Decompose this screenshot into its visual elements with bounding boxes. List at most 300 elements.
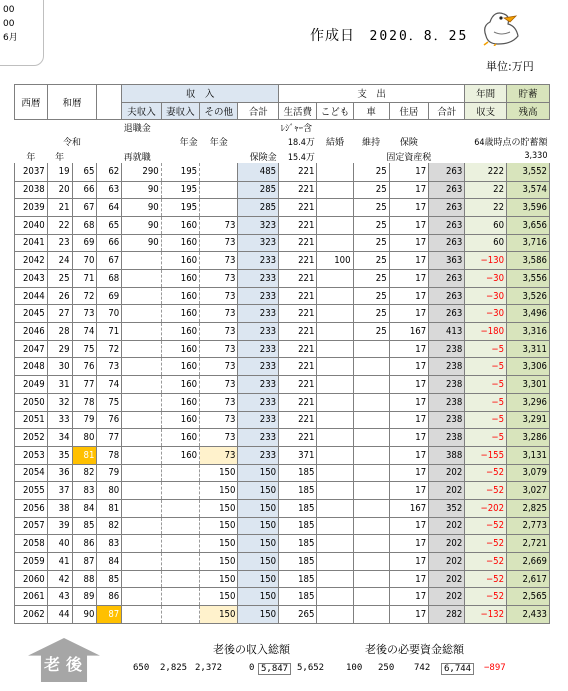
- cell-husband: [122, 252, 162, 270]
- cell-savings-balance: 3,496: [507, 305, 550, 323]
- cell-seireki: 2049: [15, 376, 48, 394]
- cell-annual-balance: −30: [465, 270, 507, 288]
- note-reiwa: 令和: [63, 138, 82, 149]
- col-income: 収 入: [122, 85, 279, 103]
- cell-living: 185: [279, 535, 317, 553]
- cell-income-total: 233: [238, 270, 279, 288]
- cell-car: [353, 535, 389, 553]
- total-value: 250: [378, 663, 395, 673]
- cell-car: 25: [353, 270, 389, 288]
- cell-other: 150: [200, 499, 238, 517]
- cell-savings-balance: 3,596: [507, 199, 550, 217]
- cell-husband: [122, 588, 162, 606]
- cell-wareki-2: 90: [72, 606, 97, 624]
- cell-children: [317, 163, 353, 181]
- cell-wareki-1: 38: [47, 499, 72, 517]
- cell-wareki-3: 65: [97, 216, 122, 234]
- cell-housing: 17: [389, 305, 429, 323]
- cell-seireki: 2048: [15, 358, 48, 376]
- cell-husband: [122, 570, 162, 588]
- cell-children: [317, 234, 353, 252]
- cropped-side-panel: [0, 0, 44, 66]
- cell-expense-total: 238: [429, 358, 465, 376]
- cell-expense-total: 202: [429, 535, 465, 553]
- cell-wareki-1: 42: [47, 570, 72, 588]
- cell-savings-balance: 3,526: [507, 287, 550, 305]
- cell-living: 221: [279, 163, 317, 181]
- cell-annual-balance: −52: [465, 535, 507, 553]
- cell-other: 150: [200, 464, 238, 482]
- total-value: 650: [133, 663, 150, 673]
- note-fixed-tax: 固定資産税: [386, 152, 432, 163]
- cell-husband: [122, 535, 162, 553]
- cell-car: 25: [353, 199, 389, 217]
- cell-seireki: 2038: [15, 181, 48, 199]
- table-row: [15, 429, 550, 447]
- cell-annual-balance: −5: [465, 393, 507, 411]
- cell-wareki-3: 72: [97, 340, 122, 358]
- table-row: [15, 234, 550, 252]
- cell-husband: 90: [122, 199, 162, 217]
- cell-income-total: 233: [238, 340, 279, 358]
- cell-other: 150: [200, 606, 238, 624]
- cell-income-total: 233: [238, 358, 279, 376]
- cell-seireki: 2046: [15, 323, 48, 341]
- cell-wareki-2: 75: [72, 340, 97, 358]
- cell-housing: 17: [389, 553, 429, 571]
- cell-living: 221: [279, 411, 317, 429]
- cell-housing: 17: [389, 429, 429, 447]
- cell-savings-balance: 2,433: [507, 606, 550, 624]
- cell-other: 150: [200, 482, 238, 500]
- cell-wife: 160: [161, 234, 199, 252]
- cell-other: 73: [200, 376, 238, 394]
- cell-expense-total: 202: [429, 570, 465, 588]
- cell-other: 150: [200, 588, 238, 606]
- cell-wareki-3: 76: [97, 411, 122, 429]
- cell-husband: [122, 270, 162, 288]
- note-age64: 64歳時点の貯蓄額: [474, 138, 548, 149]
- cell-wareki-3: 81: [97, 499, 122, 517]
- cell-wareki-1: 26: [47, 287, 72, 305]
- cell-car: [353, 376, 389, 394]
- cell-seireki: 2060: [15, 570, 48, 588]
- cashflow-table: [14, 84, 550, 624]
- cell-wareki-1: 40: [47, 535, 72, 553]
- cell-wife: 160: [161, 429, 199, 447]
- cell-seireki: 2054: [15, 464, 48, 482]
- cell-car: 25: [353, 305, 389, 323]
- cell-wareki-3: 82: [97, 517, 122, 535]
- cell-income-total: 150: [238, 464, 279, 482]
- table-row: [15, 163, 550, 181]
- note-marriage: 結婚: [325, 138, 344, 149]
- cell-living: 221: [279, 270, 317, 288]
- cell-wife: [161, 517, 199, 535]
- cell-other: [200, 199, 238, 217]
- cell-wareki-3: 87: [97, 606, 122, 624]
- table-row: [15, 358, 550, 376]
- total-value: 100: [346, 663, 363, 673]
- table-row: [15, 499, 550, 517]
- cell-husband: [122, 358, 162, 376]
- cell-living: 185: [279, 570, 317, 588]
- col-balance: 収支: [465, 102, 507, 120]
- cell-wareki-2: 89: [72, 588, 97, 606]
- cell-car: [353, 358, 389, 376]
- cell-wareki-2: 65: [72, 163, 97, 181]
- cell-children: [317, 517, 353, 535]
- cell-expense-total: 413: [429, 323, 465, 341]
- cell-expense-total: 202: [429, 464, 465, 482]
- fragment-line: 6月: [3, 33, 18, 43]
- cell-wareki-2: 71: [72, 270, 97, 288]
- table-row: [15, 305, 550, 323]
- cell-wife: [161, 553, 199, 571]
- cell-other: [200, 181, 238, 199]
- cell-other: 150: [200, 570, 238, 588]
- cell-wareki-1: 39: [47, 517, 72, 535]
- cell-husband: [122, 517, 162, 535]
- cell-income-total: 233: [238, 305, 279, 323]
- cell-wareki-3: 78: [97, 446, 122, 464]
- table-row: [15, 553, 550, 571]
- cell-children: [317, 358, 353, 376]
- cell-wife: [161, 570, 199, 588]
- cell-wareki-3: 79: [97, 464, 122, 482]
- cell-wareki-2: 69: [72, 234, 97, 252]
- cell-other: 73: [200, 393, 238, 411]
- table-row: [15, 252, 550, 270]
- cell-living: 185: [279, 499, 317, 517]
- cell-income-total: 150: [238, 588, 279, 606]
- cell-annual-balance: −5: [465, 376, 507, 394]
- cell-income-total: 150: [238, 517, 279, 535]
- cell-other: 73: [200, 270, 238, 288]
- cell-wife: [161, 482, 199, 500]
- cell-income-total: 150: [238, 570, 279, 588]
- cell-children: [317, 270, 353, 288]
- cell-wareki-3: 71: [97, 323, 122, 341]
- cell-children: [317, 446, 353, 464]
- cell-savings-balance: 2,773: [507, 517, 550, 535]
- cell-seireki: 2043: [15, 270, 48, 288]
- cell-wife: 160: [161, 446, 199, 464]
- cell-car: 25: [353, 252, 389, 270]
- cell-expense-total: 238: [429, 376, 465, 394]
- cell-other: 73: [200, 287, 238, 305]
- cell-wareki-3: 73: [97, 358, 122, 376]
- note-maint: 維持: [362, 138, 381, 149]
- cell-wife: 195: [161, 163, 199, 181]
- cell-children: [317, 606, 353, 624]
- cell-savings-balance: 3,552: [507, 163, 550, 181]
- cell-savings-balance: 2,617: [507, 570, 550, 588]
- cell-wareki-3: 66: [97, 234, 122, 252]
- retirement-arrow: [20, 638, 108, 682]
- cell-wareki-2: 79: [72, 411, 97, 429]
- cell-housing: 17: [389, 517, 429, 535]
- cell-wareki-3: 84: [97, 553, 122, 571]
- cell-wareki-1: 37: [47, 482, 72, 500]
- cell-wife: [161, 535, 199, 553]
- cell-seireki: 2053: [15, 446, 48, 464]
- cell-wareki-2: 78: [72, 393, 97, 411]
- cell-income-total: 323: [238, 216, 279, 234]
- cell-living: 221: [279, 323, 317, 341]
- cell-children: [317, 323, 353, 341]
- cell-wife: 195: [161, 181, 199, 199]
- cell-savings-balance: 3,027: [507, 482, 550, 500]
- cell-savings-balance: 3,291: [507, 411, 550, 429]
- col-wareki: 和暦: [47, 85, 97, 120]
- cell-car: [353, 411, 389, 429]
- table-row: [15, 376, 550, 394]
- cell-wareki-1: 29: [47, 340, 72, 358]
- cell-annual-balance: −180: [465, 323, 507, 341]
- cell-wife: [161, 499, 199, 517]
- need-total-value: 6,744: [441, 663, 474, 675]
- cell-housing: 17: [389, 464, 429, 482]
- note-living-amt2: 15.4万: [287, 152, 315, 163]
- cell-children: [317, 287, 353, 305]
- cell-car: [353, 553, 389, 571]
- cell-expense-total: 263: [429, 287, 465, 305]
- cell-living: 221: [279, 181, 317, 199]
- cell-wareki-2: 70: [72, 252, 97, 270]
- cell-husband: [122, 499, 162, 517]
- cell-seireki: 2050: [15, 393, 48, 411]
- cell-children: [317, 181, 353, 199]
- cell-income-total: 233: [238, 446, 279, 464]
- data-rows: [15, 163, 550, 623]
- cell-husband: [122, 446, 162, 464]
- header-row-1: [15, 85, 550, 103]
- cell-annual-balance: 222: [465, 163, 507, 181]
- cell-expense-total: 263: [429, 199, 465, 217]
- cell-housing: 17: [389, 570, 429, 588]
- start-savings: 3,330: [524, 151, 548, 162]
- cell-wareki-1: 32: [47, 393, 72, 411]
- cell-housing: 17: [389, 252, 429, 270]
- cell-housing: 17: [389, 482, 429, 500]
- cell-annual-balance: −5: [465, 358, 507, 376]
- cell-husband: [122, 305, 162, 323]
- cell-housing: 167: [389, 499, 429, 517]
- table-row: [15, 606, 550, 624]
- note-retire: 退職金: [123, 123, 151, 134]
- col-remaining: 残高: [507, 102, 550, 120]
- cell-savings-balance: 2,669: [507, 553, 550, 571]
- cell-living: 221: [279, 393, 317, 411]
- cell-annual-balance: −5: [465, 429, 507, 447]
- cell-wareki-1: 31: [47, 376, 72, 394]
- cell-wareki-2: 81: [72, 446, 97, 464]
- cell-seireki: 2045: [15, 305, 48, 323]
- cell-car: [353, 340, 389, 358]
- cell-children: [317, 570, 353, 588]
- cell-annual-balance: −155: [465, 446, 507, 464]
- note-leisure: ﾚｼﾞｬｰ含: [280, 123, 313, 134]
- table-row: [15, 340, 550, 358]
- cell-car: [353, 482, 389, 500]
- cell-car: [353, 464, 389, 482]
- cell-living: 221: [279, 252, 317, 270]
- cell-wareki-2: 72: [72, 287, 97, 305]
- total-value: 0: [249, 663, 255, 673]
- total-value: 742: [414, 663, 431, 673]
- cell-wareki-2: 66: [72, 181, 97, 199]
- cell-wareki-3: 70: [97, 305, 122, 323]
- cell-other: 73: [200, 216, 238, 234]
- need-total-label: 老後の必要資金総額: [365, 643, 464, 656]
- cell-wareki-1: 36: [47, 464, 72, 482]
- cell-housing: 17: [389, 199, 429, 217]
- cell-income-total: 233: [238, 252, 279, 270]
- cell-expense-total: 263: [429, 305, 465, 323]
- cell-savings-balance: 3,316: [507, 323, 550, 341]
- cell-expense-total: 202: [429, 588, 465, 606]
- cell-car: 25: [353, 181, 389, 199]
- cell-other: 73: [200, 252, 238, 270]
- cell-living: 185: [279, 553, 317, 571]
- cell-income-total: 285: [238, 181, 279, 199]
- cell-annual-balance: −5: [465, 340, 507, 358]
- total-value: 2,372: [195, 663, 223, 673]
- cell-seireki: 2056: [15, 499, 48, 517]
- cell-wareki-1: 22: [47, 216, 72, 234]
- table-row: [15, 535, 550, 553]
- cell-housing: 17: [389, 270, 429, 288]
- col-exp-total: 合計: [429, 102, 465, 120]
- cell-seireki: 2057: [15, 517, 48, 535]
- cell-wareki-3: 67: [97, 252, 122, 270]
- cell-annual-balance: −52: [465, 517, 507, 535]
- cell-husband: 90: [122, 234, 162, 252]
- cell-car: [353, 499, 389, 517]
- cell-housing: 17: [389, 163, 429, 181]
- table-row: [15, 482, 550, 500]
- note-living-amt: 18.4万: [287, 138, 315, 149]
- table-row: [15, 270, 550, 288]
- income-total-label: 老後の収入総額: [213, 643, 290, 656]
- cell-seireki: 2055: [15, 482, 48, 500]
- cell-housing: 17: [389, 588, 429, 606]
- cell-wife: [161, 464, 199, 482]
- cell-income-total: 233: [238, 429, 279, 447]
- cell-income-total: 150: [238, 535, 279, 553]
- table-row: [15, 393, 550, 411]
- cell-annual-balance: 60: [465, 234, 507, 252]
- cell-savings-balance: 3,556: [507, 270, 550, 288]
- cell-housing: 167: [389, 323, 429, 341]
- cell-wareki-3: 74: [97, 376, 122, 394]
- cell-wife: 160: [161, 216, 199, 234]
- cell-wife: 160: [161, 252, 199, 270]
- cell-income-total: 233: [238, 393, 279, 411]
- cell-income-total: 485: [238, 163, 279, 181]
- unit-label: 単位:万円: [486, 60, 534, 73]
- cell-wareki-1: 25: [47, 270, 72, 288]
- cell-wareki-2: 87: [72, 553, 97, 571]
- cell-living: 265: [279, 606, 317, 624]
- cell-seireki: 2037: [15, 163, 48, 181]
- cell-annual-balance: 22: [465, 199, 507, 217]
- cell-wareki-2: 85: [72, 517, 97, 535]
- col-husband: 夫収入: [122, 102, 162, 120]
- cell-children: [317, 305, 353, 323]
- cell-other: 73: [200, 446, 238, 464]
- cell-car: [353, 517, 389, 535]
- cell-children: [317, 411, 353, 429]
- cell-savings-balance: 3,296: [507, 393, 550, 411]
- cell-wife: 160: [161, 393, 199, 411]
- cell-savings-balance: 2,825: [507, 499, 550, 517]
- cell-wareki-3: 77: [97, 429, 122, 447]
- cell-expense-total: 263: [429, 234, 465, 252]
- cell-living: 221: [279, 429, 317, 447]
- cell-wareki-1: 41: [47, 553, 72, 571]
- col-annual: 年間: [465, 85, 507, 103]
- cell-car: 25: [353, 216, 389, 234]
- shortfall-value: −897: [484, 663, 506, 673]
- cell-husband: 290: [122, 163, 162, 181]
- cell-income-total: 323: [238, 234, 279, 252]
- cell-children: [317, 588, 353, 606]
- cell-living: 221: [279, 358, 317, 376]
- cell-other: 150: [200, 535, 238, 553]
- cell-income-total: 150: [238, 606, 279, 624]
- retirement-label: 老後: [43, 655, 88, 674]
- cell-husband: [122, 287, 162, 305]
- col-housing: 住居: [389, 102, 429, 120]
- cell-housing: 17: [389, 234, 429, 252]
- cell-expense-total: 238: [429, 429, 465, 447]
- cell-expense-total: 238: [429, 340, 465, 358]
- cell-annual-balance: −52: [465, 588, 507, 606]
- cell-husband: [122, 464, 162, 482]
- cell-wareki-2: 82: [72, 464, 97, 482]
- cell-seireki: 2040: [15, 216, 48, 234]
- cell-other: [200, 163, 238, 181]
- cell-expense-total: 352: [429, 499, 465, 517]
- cell-expense-total: 202: [429, 517, 465, 535]
- cell-savings-balance: 3,306: [507, 358, 550, 376]
- cell-living: 221: [279, 287, 317, 305]
- cell-wareki-1: 34: [47, 429, 72, 447]
- cell-living: 221: [279, 305, 317, 323]
- cell-expense-total: 388: [429, 446, 465, 464]
- col-car: 車: [353, 102, 389, 120]
- cell-other: 73: [200, 429, 238, 447]
- cell-annual-balance: −130: [465, 252, 507, 270]
- cell-seireki: 2051: [15, 411, 48, 429]
- table-row: [15, 323, 550, 341]
- cell-car: [353, 588, 389, 606]
- cell-seireki: 2042: [15, 252, 48, 270]
- cell-income-total: 233: [238, 287, 279, 305]
- cell-housing: 17: [389, 376, 429, 394]
- cell-seireki: 2039: [15, 199, 48, 217]
- cell-living: 371: [279, 446, 317, 464]
- cell-living: 185: [279, 517, 317, 535]
- cell-annual-balance: −52: [465, 570, 507, 588]
- cell-car: 25: [353, 287, 389, 305]
- cell-wareki-3: 63: [97, 181, 122, 199]
- cell-other: 73: [200, 234, 238, 252]
- income-total-value: 5,847: [258, 663, 291, 675]
- cell-wareki-1: 33: [47, 411, 72, 429]
